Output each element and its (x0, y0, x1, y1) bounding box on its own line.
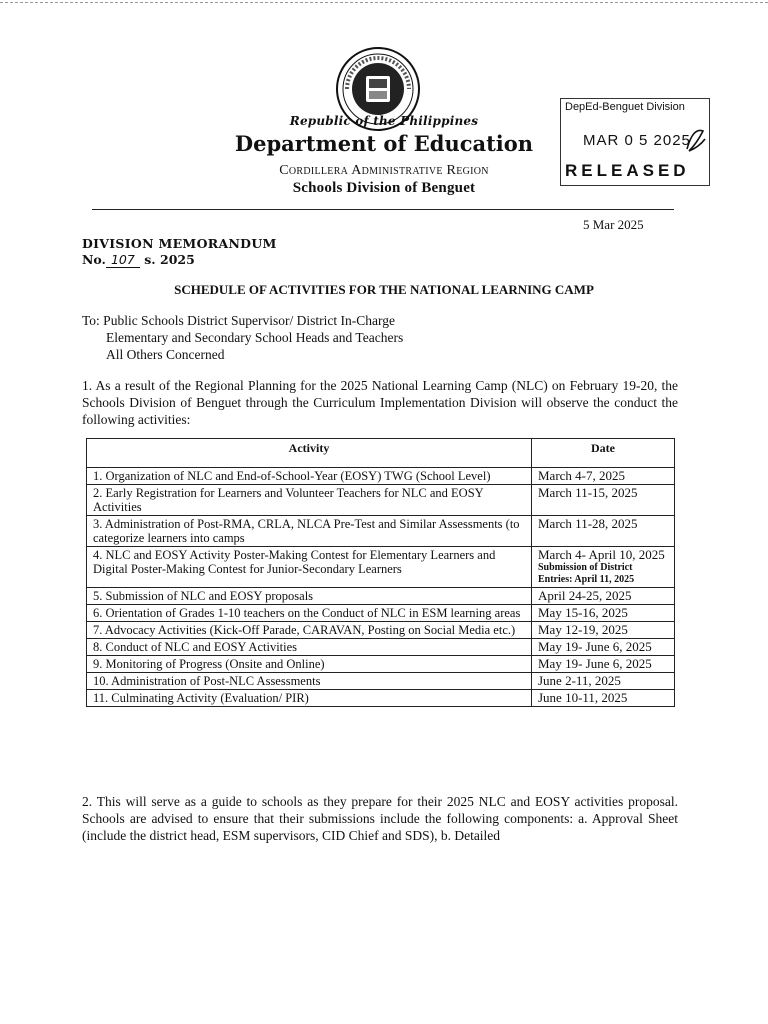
date-cell: May 12-19, 2025 (532, 622, 675, 639)
department-title: Department of Education (234, 131, 534, 156)
memo-number-prefix: No. (82, 252, 106, 267)
memo-series: s. 2025 (144, 252, 195, 267)
top-edge-line (0, 2, 768, 3)
activity-cell: 6. Orientation of Grades 1-10 teachers on the Conduct of NLC in ESM learning areas (87, 605, 532, 622)
table-row (87, 468, 675, 485)
header-divider (92, 209, 674, 210)
activity-cell: 11. Culminating Activity (Evaluation/ PIR) (87, 690, 532, 707)
memo-number-line (82, 252, 195, 268)
paragraph-1: 1. As a result of the Regional Planning for the 2025 National Learning Camp (NLC) on February 19-20, the Schools Division of Benguet through the Curriculum Implementation Division will observe the conduct the following activities: (82, 378, 678, 427)
recipient-line-3: All Others Concerned (106, 347, 225, 362)
column-header-date: Date (532, 439, 675, 468)
stamp-signature-mark (683, 125, 707, 155)
region-line: Cordillera Administrative Region (279, 163, 489, 178)
date-cell (532, 547, 675, 588)
recipient-line-1: To: Public Schools District Supervisor/ District In-Charge (82, 313, 396, 328)
division-line: Schools Division of Benguet (292, 180, 476, 196)
date-cell: March 4-7, 2025 (532, 468, 675, 485)
table-row (87, 605, 675, 622)
activity-cell: 2. Early Registration for Learners and Volunteer Teachers for NLC and EOSY Activities (87, 485, 532, 516)
table-row (87, 690, 675, 707)
activity-cell: 10. Administration of Post-NLC Assessments (87, 673, 532, 690)
activity-cell: 4. NLC and EOSY Activity Poster-Making Contest for Elementary Learners and Digital Poster-Making Contest for Junior-Secondary Learners (87, 547, 532, 588)
stamp-status: RELEASED (565, 161, 690, 180)
memo-date: 5 Mar 2025 (583, 217, 644, 232)
table-row (87, 516, 675, 547)
activity-cell: 8. Conduct of NLC and EOSY Activities (87, 639, 532, 656)
date-cell: June 10-11, 2025 (532, 690, 675, 707)
date-cell: May 19- June 6, 2025 (532, 639, 675, 656)
stamp-title: DepEd-Benguet Division (565, 101, 685, 113)
date-cell: June 2-11, 2025 (532, 673, 675, 690)
activity-cell: 5. Submission of NLC and EOSY proposals (87, 588, 532, 605)
date-value: March 4- April 10, 2025 (538, 547, 665, 562)
date-cell: March 11-28, 2025 (532, 516, 675, 547)
activity-cell: 1. Organization of NLC and End-of-School-Year (EOSY) TWG (School Level) (87, 468, 532, 485)
column-header-activity: Activity (87, 439, 532, 468)
table-row (87, 673, 675, 690)
recipient-line-2: Elementary and Secondary School Heads and Teachers (106, 330, 404, 345)
memo-number-handwritten: 107 (106, 252, 140, 268)
paragraph-2: 2. This will serve as a guide to schools as they prepare for their 2025 NLC and EOSY activities proposal. Schools are advised to ensure that their submissions include the following components: a. Approval Sheet (include the district head, ESM supervisors, CID Chief and SDS), b. Detailed (82, 794, 678, 843)
table-row (87, 622, 675, 639)
activities-table (86, 438, 675, 707)
released-stamp (560, 98, 710, 186)
table-header-row (87, 439, 675, 468)
date-cell: May 19- June 6, 2025 (532, 656, 675, 673)
table-row (87, 656, 675, 673)
date-cell: April 24-25, 2025 (532, 588, 675, 605)
stamp-date: MAR 0 5 2025 (583, 132, 691, 149)
memo-subject: SCHEDULE OF ACTIVITIES FOR THE NATIONAL LEARNING CAMP (174, 282, 594, 297)
republic-line: Republic of the Philippines (289, 114, 479, 128)
activity-cell: 9. Monitoring of Progress (Onsite and Online) (87, 656, 532, 673)
activity-cell: 3. Administration of Post-RMA, CRLA, NLCA Pre-Test and Similar Assessments (to categorize learners into camps (87, 516, 532, 547)
table-row (87, 588, 675, 605)
memo-type: DIVISION MEMORANDUM (82, 236, 277, 251)
date-cell: May 15-16, 2025 (532, 605, 675, 622)
date-cell: March 11-15, 2025 (532, 485, 675, 516)
activity-cell: 7. Advocacy Activities (Kick-Off Parade, CARAVAN, Posting on Social Media etc.) (87, 622, 532, 639)
table-row (87, 485, 675, 516)
table-row (87, 547, 675, 588)
table-row (87, 639, 675, 656)
date-note: Submission of District Entries: April 11, 2025 (538, 562, 635, 585)
